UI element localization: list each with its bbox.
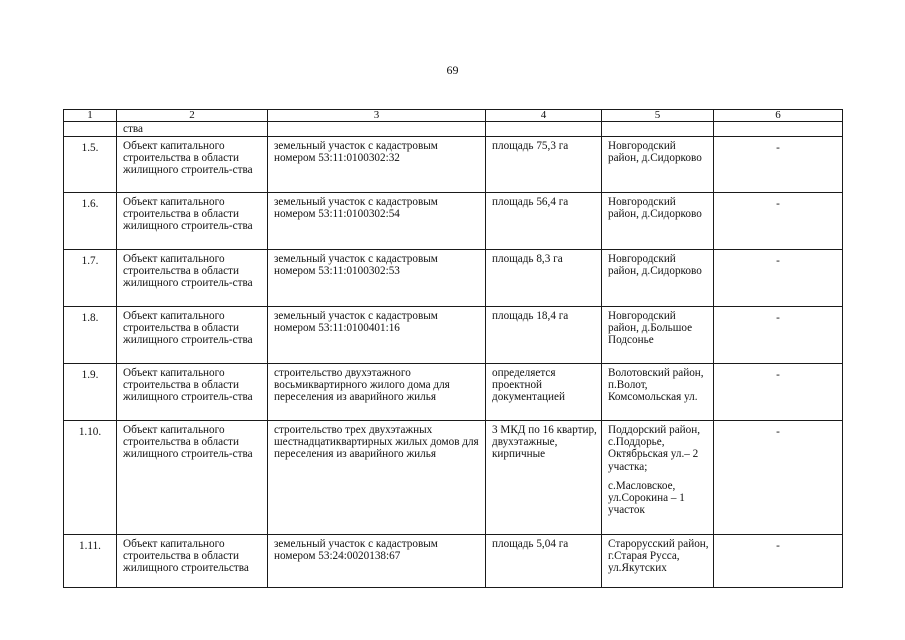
header-row — [64, 110, 843, 122]
object-parameters: площадь 5,04 га — [492, 538, 569, 550]
object-name: Объект капитального строительства в области жилищного строительства — [123, 538, 249, 575]
object-parameters: площадь 56,4 га — [492, 196, 569, 208]
object-name: Объект капитального строительства в области жилищного строитель-ства — [123, 140, 253, 177]
row-number: 1.6. — [81, 198, 99, 210]
object-location: Новгородский район, д.Сидорково — [608, 253, 702, 278]
table-row — [64, 250, 843, 307]
object-parameters: площадь 8,3 га — [492, 253, 563, 265]
object-parameters: определяется проектной документацией — [492, 367, 565, 404]
object-description: строительство двухэтажного восьмиквартирного жилого дома для переселения из аварийного жилья — [274, 367, 450, 404]
table-row — [64, 193, 843, 250]
column-header-5: 5 — [602, 110, 714, 122]
table-row — [64, 307, 843, 364]
column-header-4: 4 — [486, 110, 602, 122]
object-description: земельный участок с кадастровым номером 53:11:0100302:32 — [274, 140, 438, 165]
object-note: - — [776, 312, 780, 324]
object-description: земельный участок с кадастровым номером 53:11:0100401:16 — [274, 310, 438, 335]
table-row — [64, 421, 843, 535]
object-description: строительство трех двухэтажных шестнадцатиквартирных жилых домов для переселения из аварийного жилья — [274, 424, 479, 461]
row-number: 1.11. — [79, 540, 101, 552]
object-location: Новгородский район, д.Большое Подсонье — [608, 310, 693, 347]
table-row — [64, 364, 843, 421]
location-part-1: Поддорский район, с.Поддорье, Октябрьская ул.– 2 участка; — [608, 424, 701, 473]
object-location — [602, 421, 713, 516]
object-note: - — [776, 142, 780, 154]
object-description: земельный участок с кадастровым номером 53:11:0100302:54 — [274, 196, 438, 221]
object-name: Объект капитального строительства в области жилищного строитель-ства — [123, 367, 253, 404]
object-parameters: площадь 18,4 га — [492, 310, 569, 322]
location-part-2: с.Масловское, ул.Сорокина – 1 участок — [608, 479, 685, 517]
row-number: 1.7. — [81, 255, 99, 267]
object-parameters: площадь 75,3 га — [492, 140, 569, 152]
object-note: - — [776, 198, 780, 210]
column-header-1: 1 — [64, 110, 117, 122]
row-number: 1.10. — [78, 426, 102, 438]
table-row — [64, 137, 843, 193]
object-name: Объект капитального строительства в области жилищного строитель-ства — [123, 310, 253, 347]
object-location: Старорусский район, г.Старая Русса, ул.Якутских — [608, 538, 709, 575]
continuation-text: ства — [123, 123, 143, 135]
object-note: - — [776, 540, 780, 552]
object-parameters: 3 МКД по 16 квартир, двухэтажные, кирпичные — [492, 424, 597, 461]
object-location: Новгородский район, д.Сидорково — [608, 140, 702, 165]
object-note: - — [776, 255, 780, 267]
object-note: - — [776, 426, 780, 438]
table-row — [64, 535, 843, 588]
column-header-6: 6 — [714, 110, 843, 122]
row-number: 1.9. — [81, 369, 99, 381]
data-table — [63, 109, 843, 588]
object-location: Новгородский район, д.Сидорково — [608, 196, 702, 221]
object-description: земельный участок с кадастровым номером 53:24:0020138:67 — [274, 538, 438, 563]
page-number: 69 — [446, 63, 459, 77]
column-header-3: 3 — [268, 110, 486, 122]
continuation-row — [64, 122, 843, 137]
object-name: Объект капитального строительства в области жилищного строитель-ства — [123, 253, 253, 290]
row-number: 1.8. — [81, 312, 99, 324]
object-location: Волотовский район, п.Волот, Комсомольская ул. — [608, 367, 704, 404]
object-note: - — [776, 369, 780, 381]
column-header-2: 2 — [117, 110, 268, 122]
object-description: земельный участок с кадастровым номером 53:11:0100302:53 — [274, 253, 438, 278]
row-number: 1.5. — [81, 142, 99, 154]
object-name: Объект капитального строительства в области жилищного строитель-ства — [123, 424, 253, 461]
object-name: Объект капитального строительства в области жилищного строитель-ства — [123, 196, 253, 233]
